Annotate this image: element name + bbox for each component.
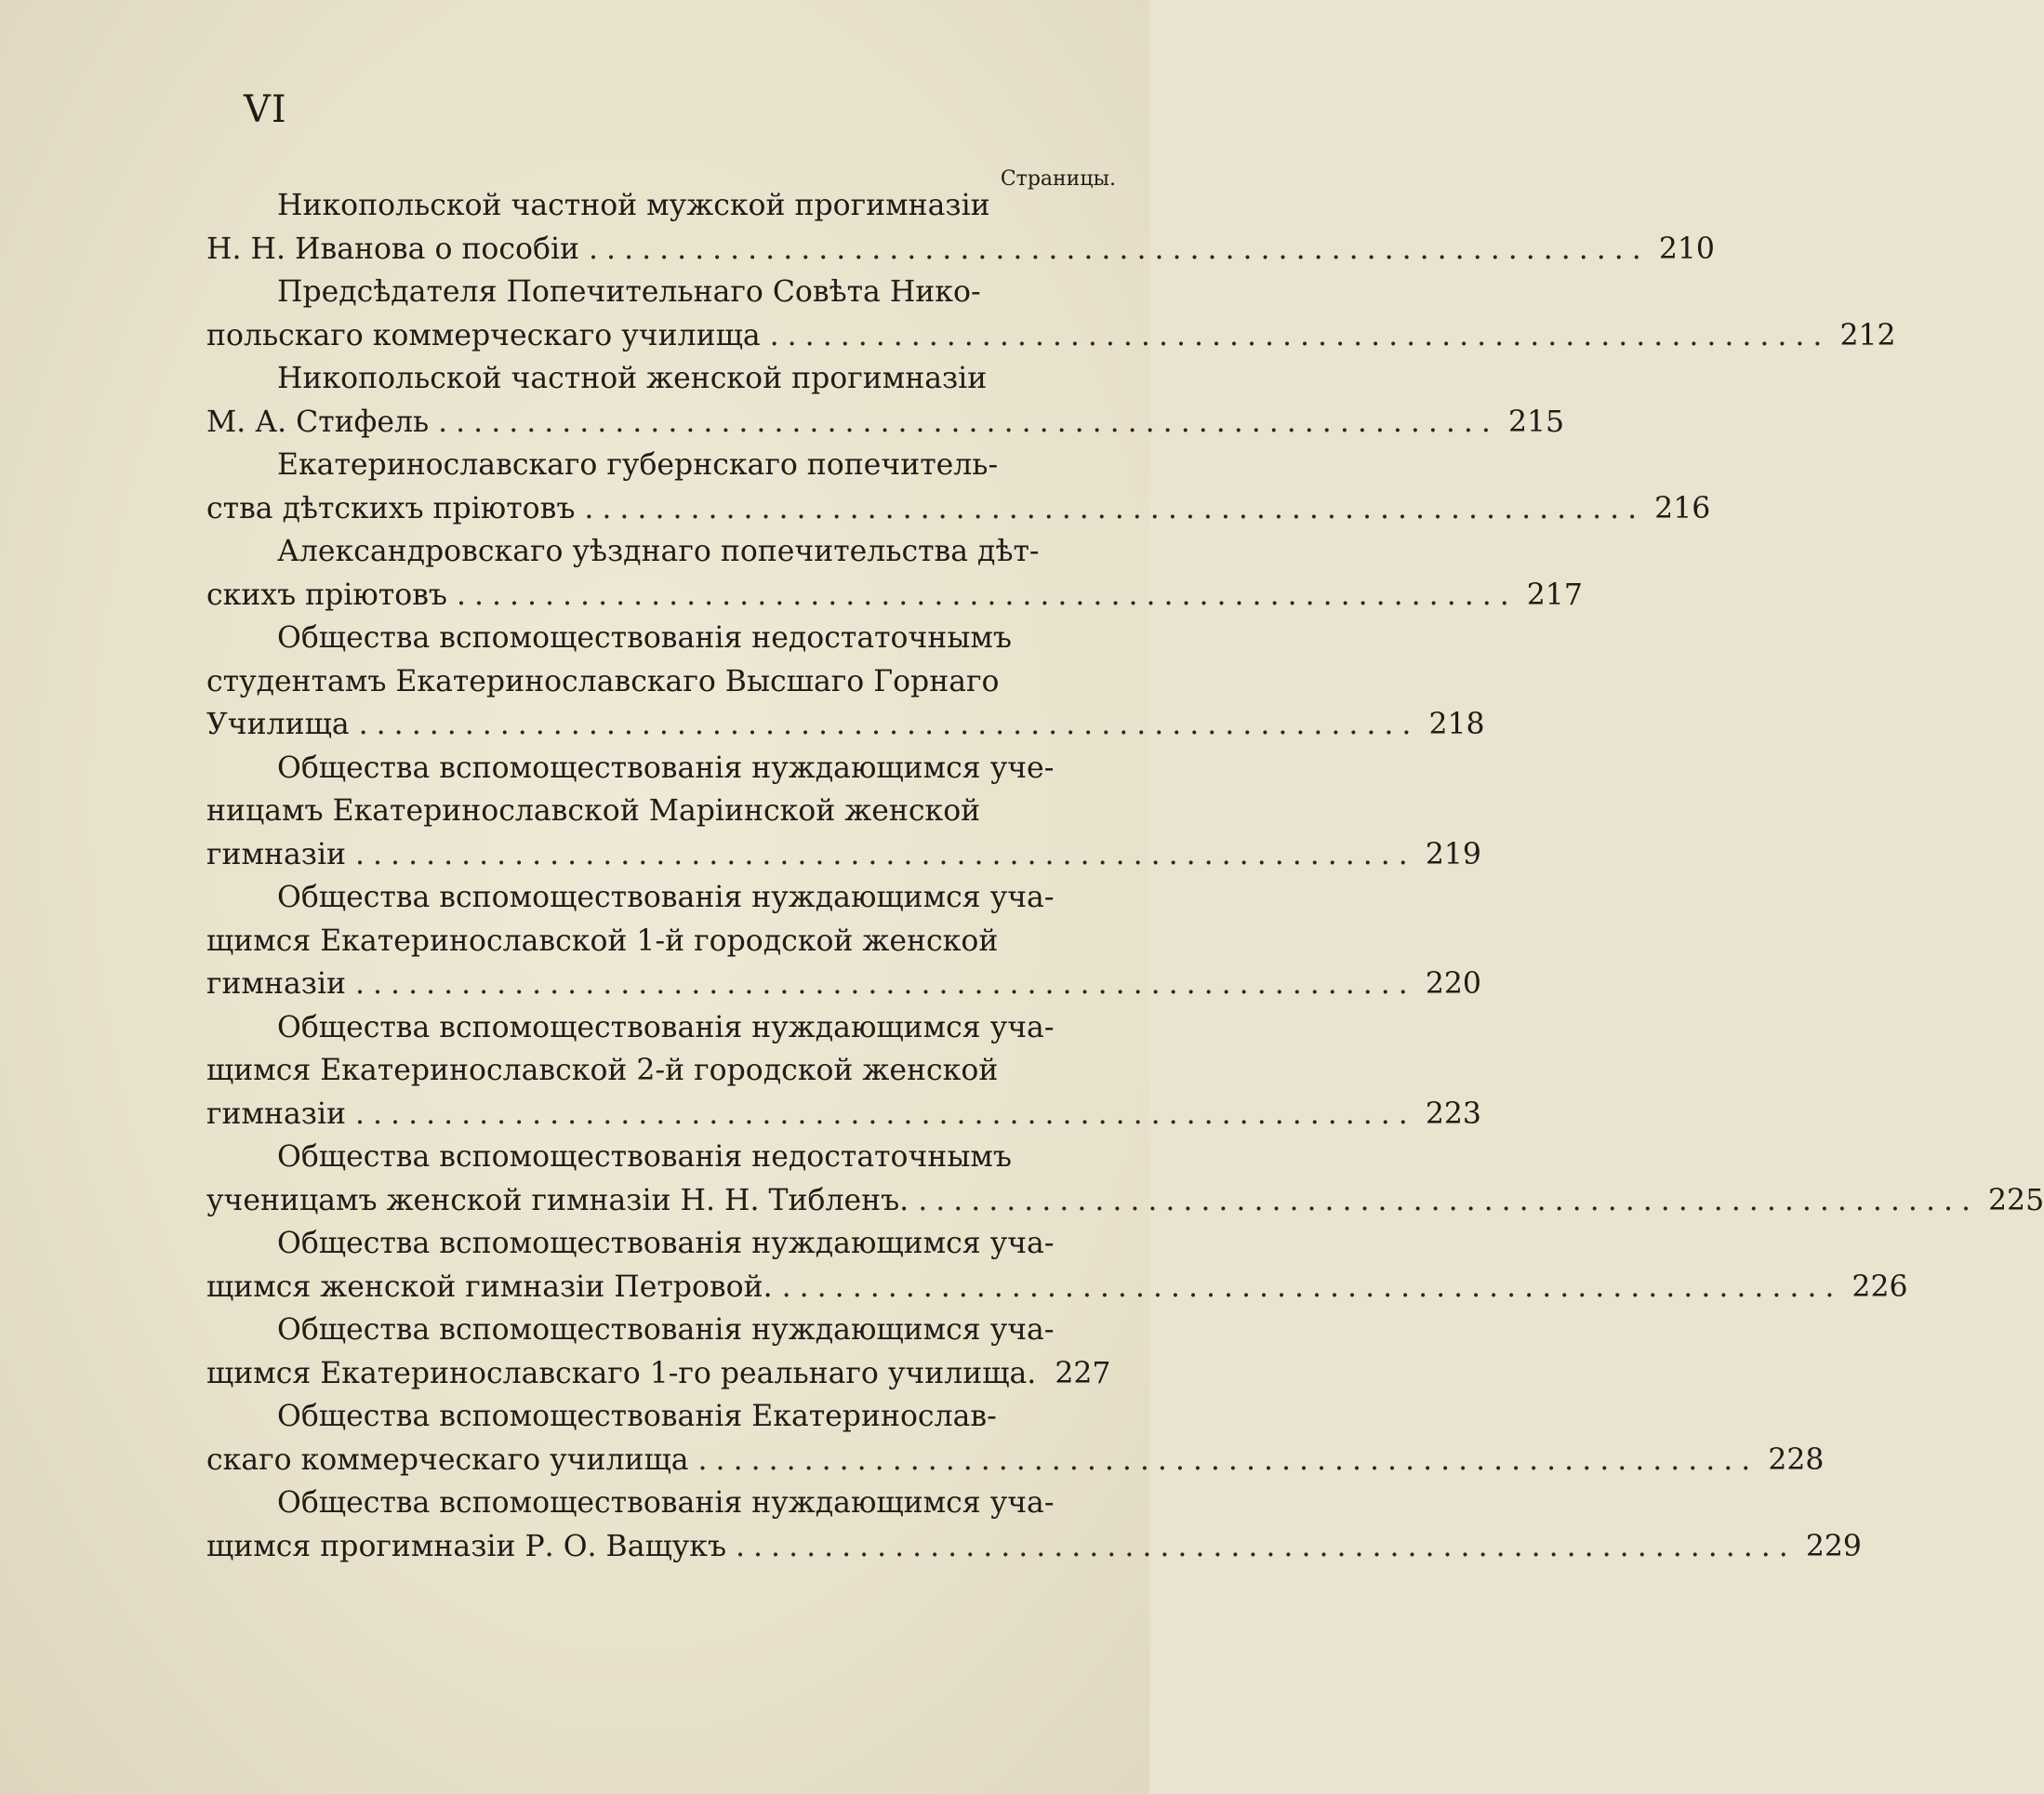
toc-entry-text: щимся Екатеринославскаго 1-го реальнаго училища. [206,1356,1037,1390]
dot-leader: ............................................................ [456,578,1518,612]
toc-page-number: 223 [1425,1096,1481,1131]
toc-entry [206,1395,1825,1482]
toc-entry-line [206,314,1896,358]
dot-leader: ............................................................ [697,1442,1759,1477]
toc-page-number: 226 [1852,1269,1908,1304]
table-of-contents [206,184,2044,1568]
dot-leader: ............................................................ [355,837,1416,871]
toc-entry [206,184,1715,271]
toc-entry-text: Александровскаго уѣзднаго попечительства дѣт- [277,535,1040,568]
toc-entry-line [206,1093,1481,1136]
toc-page-number: 218 [1428,708,1485,741]
toc-entry-line [206,184,1068,228]
toc-entry-text: ства дѣтскихъ пріютовъ [206,491,576,525]
toc-entry-line [206,574,1583,618]
toc-entry [206,617,1485,747]
dot-leader: ............................................................ [589,232,1650,266]
toc-entry-line [206,660,1068,704]
toc-entry-line [206,703,1485,747]
toc-entry-line [206,228,1715,272]
toc-entry-text: Никопольской частной женской прогимназіи [277,362,988,395]
toc-entry-line [206,1309,1068,1352]
toc-entry-line [206,1266,1908,1309]
toc-page-number: 229 [1805,1529,1862,1563]
toc-entry-line [206,876,1068,920]
toc-entry [206,747,1481,877]
toc-entry-line [206,1179,2044,1223]
toc-entry-line [206,747,1068,791]
toc-page-number: 216 [1654,491,1711,525]
toc-entry [206,1006,1481,1136]
toc-entry-text: щимся Екатеринославской 1-й городской женской [206,924,999,958]
pages-column-header: Страницы. [1000,167,1116,191]
toc-entry-line [206,1482,1068,1525]
toc-entry-text: скихъ пріютовъ [206,578,447,612]
toc-entry-text: Общества вспомоществованія недостаточнымъ [277,621,1012,655]
toc-entry [206,444,1711,530]
toc-entry [206,1309,1111,1395]
toc-page-number: 219 [1425,837,1481,871]
toc-entry-text: Екатеринославскаго губернскаго попечитель- [277,448,999,482]
toc-entry-text: Предсѣдателя Попечительнаго Совѣта Нико- [277,275,981,309]
toc-entry-line [206,1352,1111,1396]
toc-page-number: 217 [1526,578,1583,612]
toc-page-number: 228 [1768,1442,1825,1477]
toc-entry-text: щимся женской гимназіи Петровой. [206,1269,773,1304]
toc-entry-line [206,357,1068,401]
toc-page-number: 212 [1839,318,1896,352]
toc-entry [206,1482,1862,1568]
toc-entry-text: польскаго коммерческаго училища [206,318,761,352]
toc-entry-text: Никопольской частной мужской прогимназіи [277,189,990,222]
toc-entry-line [206,1222,1068,1266]
toc-entry-text: Н. Н. Иванова о пособіи [206,232,580,266]
toc-entry [206,271,1896,357]
toc-entry-text: Училища [206,708,350,741]
dot-leader: ............................................................ [438,405,1499,439]
toc-entry-text: ницамъ Екатеринославской Маріинской женской [206,794,981,828]
toc-entry-line [206,401,1565,445]
dot-leader: ............................................................ [355,1096,1416,1131]
toc-entry-text: Общества вспомоществованія Екатеринослав- [277,1400,997,1433]
toc-entry-line [206,1395,1068,1439]
toc-entry-line [206,963,1481,1006]
toc-page-number: 227 [1055,1356,1111,1390]
toc-entry [206,357,1565,444]
toc-entry-text: гимназіи [206,1096,347,1131]
toc-entry-text: Общества вспомоществованія нуждающимся уча- [277,1227,1055,1260]
toc-entry [206,530,1583,617]
toc-entry-line [206,790,1068,833]
toc-entry-text: ученицамъ женской гимназіи Н. Н. Тибленъ. [206,1183,909,1217]
toc-entry-text: скаго коммерческаго училища [206,1442,689,1477]
dot-leader: ............................................................ [781,1269,1843,1304]
toc-entry-line [206,1525,1862,1569]
toc-entry-text: Общества вспомоществованія нуждающимся уча- [277,1010,1055,1044]
dot-leader: ............................................................ [355,967,1416,1001]
dot-leader: ............................................................ [918,1183,1979,1217]
toc-entry-line [206,487,1711,531]
toc-entry-text: Общества вспомоществованія нуждающимся уче- [277,751,1055,785]
toc-entry-line [206,1136,1068,1179]
toc-page-number: 220 [1425,967,1481,1001]
page-number: VI [244,88,287,131]
toc-entry-line [206,530,1068,574]
toc-page-number: 215 [1507,405,1565,439]
toc-entry-text: Общества вспомоществованія нуждающимся уча- [277,1313,1055,1347]
toc-entry-text: Общества вспомоществованія нуждающимся уча- [277,881,1055,914]
toc-entry-text: щимся Екатеринославской 2-й городской женской [206,1054,999,1087]
toc-entry-text: студентамъ Екатеринославскаго Высшаго Горнаго [206,664,1000,698]
toc-entry-text: гимназіи [206,837,347,871]
toc-entry [206,1136,2044,1222]
toc-entry-line [206,1439,1825,1482]
toc-entry-text: Общества вспомоществованія нуждающимся уча- [277,1486,1055,1520]
toc-entry-text: гимназіи [206,967,347,1001]
toc-entry-line [206,1006,1068,1050]
toc-entry-text: М. А. Стифель [206,405,430,439]
toc-entry-line [206,271,1068,314]
toc-entry [206,876,1481,1006]
toc-entry-line [206,1049,1068,1093]
toc-entry-text: Общества вспомоществованія недостаточнымъ [277,1140,1012,1174]
toc-page-number: 210 [1658,232,1715,266]
dot-leader: ............................................................ [358,708,1420,741]
toc-entry-line [206,920,1068,963]
toc-entry-line [206,617,1068,660]
dot-leader: ............................................................ [584,491,1646,525]
dot-leader: ............................................................ [736,1529,1797,1563]
toc-entry-line [206,444,1068,487]
toc-page-number: 225 [1987,1183,2044,1217]
toc-entry [206,1222,1908,1309]
dot-leader: ............................................................ [769,318,1831,352]
toc-entry-text: щимся прогимназіи Р. О. Ващукъ [206,1529,727,1563]
toc-entry-line [206,833,1481,877]
